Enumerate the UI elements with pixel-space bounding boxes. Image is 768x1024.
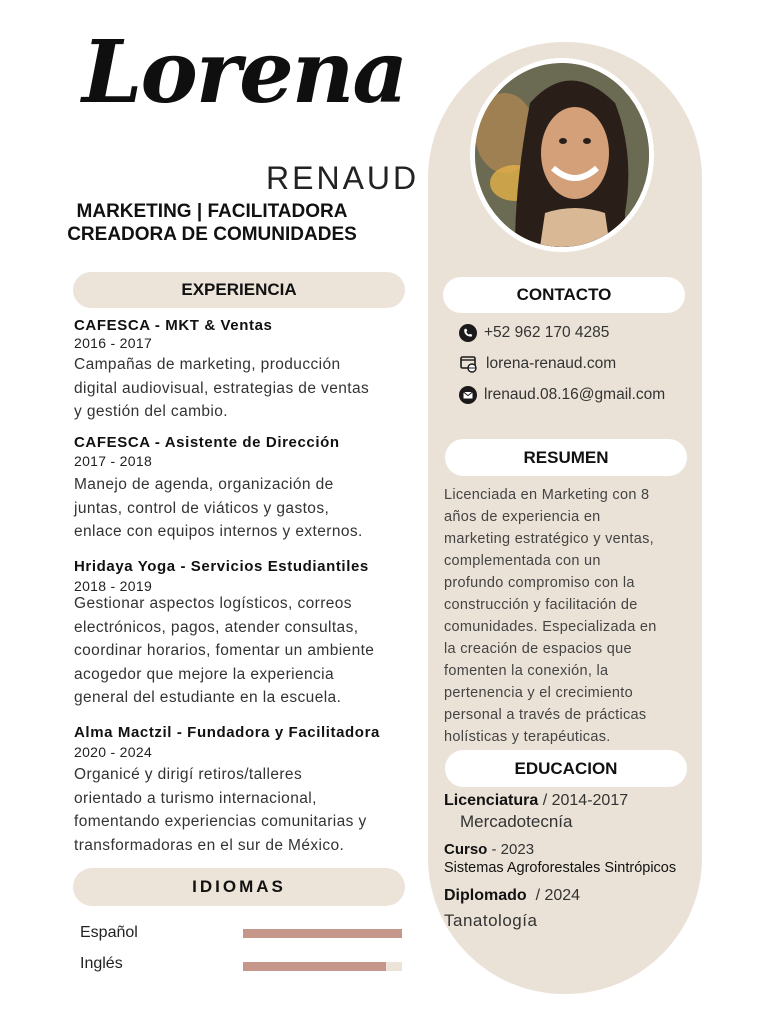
experience-title: Alma Mactzil - Fundadora y Facilitadora	[74, 724, 380, 741]
contact-website[interactable]	[459, 354, 616, 374]
portrait-illustration	[475, 63, 649, 247]
description-line: Manejo de agenda, organización de	[74, 476, 334, 493]
summary-line: fomenten la conexión, la	[444, 663, 609, 679]
description-line: Gestionar aspectos logísticos, correos	[74, 595, 352, 612]
email-text: lrenaud.08.16@gmail.com	[484, 386, 666, 403]
summary-line: marketing estratégico y ventas,	[444, 531, 654, 547]
last-name: RENAUD	[266, 160, 420, 196]
languages-heading: IDIOMAS	[73, 868, 405, 906]
role-line-1: MARKETING | FACILITADORA	[76, 201, 348, 222]
contact-email[interactable]	[459, 386, 665, 404]
education-heading: EDUCACION	[445, 750, 687, 787]
experience-dates: 2016 - 2017	[74, 335, 153, 351]
summary-line: la creación de espacios que	[444, 641, 632, 657]
summary-line: complementada con un	[444, 553, 601, 569]
experience-description	[74, 353, 419, 424]
education-field: Mercadotecnía	[460, 812, 573, 831]
language-name: Inglés	[80, 955, 123, 972]
summary-line: pertenencia y el crecimiento	[444, 685, 633, 701]
description-line: acogedor que mejore la experiencia	[74, 665, 335, 683]
phone-text: +52 962 170 4285	[484, 324, 610, 341]
experience-dates: 2020 - 2024	[74, 744, 153, 760]
description-line: electrónicos, pagos, atender consultas,	[74, 618, 359, 636]
summary-line: holísticas y terapéuticas.	[444, 729, 611, 745]
language-level-fill	[243, 962, 386, 971]
contact-heading: CONTACTO	[443, 277, 685, 313]
summary-line: profundo compromiso con la	[444, 575, 635, 591]
experience-title: CAFESCA - MKT & Ventas	[74, 317, 273, 334]
education-entry	[444, 887, 580, 905]
phone-icon	[459, 324, 477, 342]
website-text: lorena-renaud.com	[486, 355, 617, 372]
description-line: orientado a turismo internacional,	[74, 789, 317, 807]
description-line: transformadoras en el sur de México.	[74, 836, 345, 854]
profile-photo	[470, 58, 654, 252]
description-line: y gestión del cambio.	[74, 403, 229, 420]
education-field: Tanatología	[444, 911, 538, 930]
language-level-bar	[243, 929, 402, 938]
role-line-2: CREADORA DE COMUNIDADES	[67, 224, 357, 245]
experience-heading: EXPERIENCIA	[73, 272, 405, 308]
education-field: Sistemas Agroforestales Sintrópicos	[444, 860, 677, 876]
summary-heading: RESUMEN	[445, 439, 687, 476]
education-year: - 2023	[487, 841, 535, 858]
education-degree: Licenciatura	[444, 792, 539, 809]
contact-phone[interactable]	[459, 324, 609, 342]
education-degree: Diplomado	[444, 887, 527, 904]
description-line: general del estudiante en la escuela.	[74, 689, 342, 706]
experience-dates: 2017 - 2018	[74, 453, 153, 469]
experience-dates: 2018 - 2019	[74, 578, 153, 594]
description-line: coordinar horarios, fomentar un ambiente	[74, 642, 375, 659]
description-line: Organicé y dirigí retiros/talleres	[74, 766, 303, 783]
summary-line: personal a través de prácticas	[444, 707, 647, 723]
description-line: digital audiovisual, estrategias de ventas	[74, 379, 370, 397]
experience-description	[74, 592, 424, 710]
description-line: Campañas de marketing, producción	[74, 356, 341, 373]
language-name: Español	[80, 924, 138, 941]
experience-title: CAFESCA - Asistente de Dirección	[74, 434, 340, 451]
email-icon	[459, 386, 477, 404]
summary-line: construcción y facilitación de	[444, 597, 638, 613]
language-level-fill	[243, 929, 402, 938]
education-entry	[444, 841, 534, 859]
experience-description	[74, 473, 419, 544]
description-line: enlace con equipos internos y externos.	[74, 523, 363, 540]
summary-line: años de experiencia en	[444, 509, 601, 525]
language-level-bar	[243, 962, 402, 971]
summary-line: Licenciada en Marketing con 8	[444, 487, 650, 503]
summary-text	[444, 484, 694, 748]
education-year: / 2024	[526, 887, 581, 904]
experience-title: Hridaya Yoga - Servicios Estudiantiles	[74, 558, 369, 575]
education-year: / 2014-2017	[538, 792, 629, 809]
web-icon	[459, 354, 479, 374]
description-line: fomentando experiencias comunitarias y	[74, 813, 367, 830]
first-name: Lorena	[82, 22, 407, 123]
education-degree: Curso	[444, 841, 488, 858]
summary-line: comunidades. Especializada en	[444, 619, 657, 635]
profile-photo-image	[475, 63, 649, 247]
description-line: juntas, control de viáticos y gastos,	[74, 499, 330, 517]
education-entry	[444, 792, 628, 810]
experience-description	[74, 763, 419, 857]
